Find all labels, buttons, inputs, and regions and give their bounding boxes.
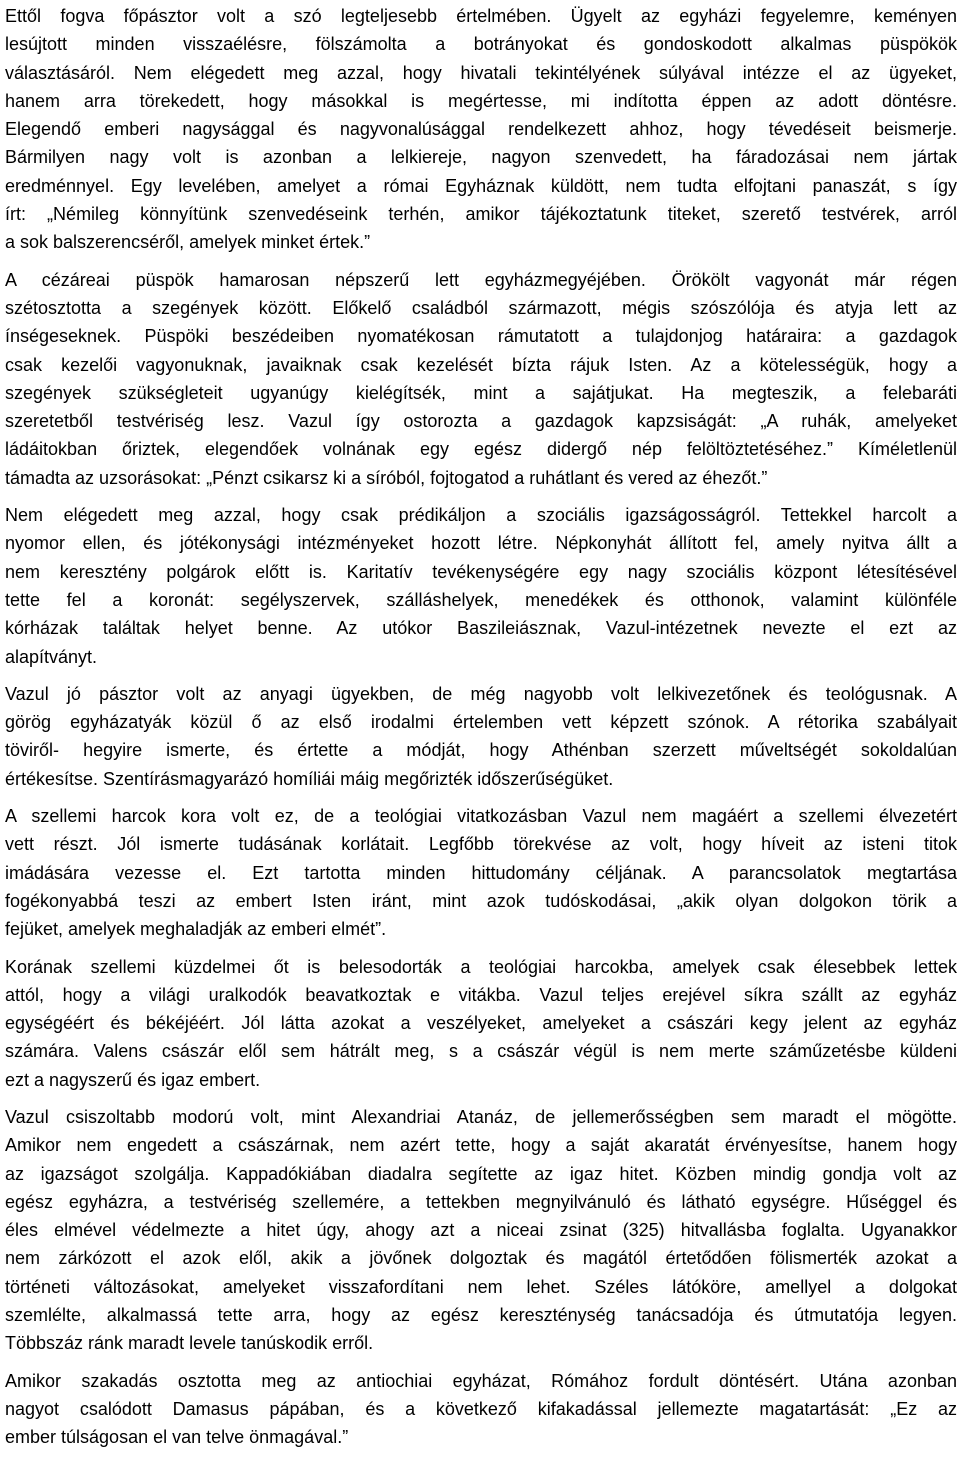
text-line: az igazságot szolgálja. Kappadókiában diadalra segítette az igaz hitet. Közben mindig gondja volt az xyxy=(5,1163,957,1184)
text-line: történeti változásokat, amelyeket visszafordítani nem lehet. Széles látóköre, amellyel a dolgokat xyxy=(5,1276,957,1297)
paragraph-2 xyxy=(5,266,957,492)
text-line: Korának szellemi küzdelmei őt is belesodorták a teológiai harcokba, amelyek csak élesebbek lettek xyxy=(5,956,957,977)
paragraph-8 xyxy=(5,1367,957,1452)
text-line: szeretetből testvériség lesz. Vazul így ostorozta a gazdagok kapzsiságát: „A ruhák, amelyeket xyxy=(5,411,957,432)
text-line: fogékonyabbá teszi az embert Isten iránt, mint azok tudóskodásai, „akik olyan dolgokon törik a xyxy=(5,890,957,911)
text-line: lesújtott minden visszaélésre, fölszámolta a botrányokat és gondoskodott alkalmas püspökök xyxy=(5,34,957,55)
text-line: csak kezelői vagyonuknak, javaiknak csak kezelését bízta rájuk Isten. Az a kötelességük, hogy a xyxy=(5,354,957,375)
text-line: Nem elégedett meg azzal, hogy csak prédikáljon a szociális igazságosságról. Tettekkel harcolt a xyxy=(5,505,957,526)
text-line: ezt a nagyszerű és igaz embert. xyxy=(5,1069,261,1090)
document-page xyxy=(5,2,957,1452)
text-line: nem keresztény polgárok előtt is. Karitatív tevékenységére egy nagy szociális központ létesítésével xyxy=(5,561,957,582)
text-line: szegények szükségleteit ugyanúgy kielégítsék, mint a sajátjukat. Ha megteszik, a felebaráti xyxy=(5,382,957,403)
text-line: hanem arra törekedett, hogy másokkal is megértesse, mi indította éppen az adott döntésre. xyxy=(5,90,957,111)
text-line: Vazul jó pásztor volt az anyagi ügyekben, de még nagyobb volt lelkivezetőnek és teológusnak. A xyxy=(5,683,957,704)
text-line: ládáitokban őriztek, elegendőek volnának egy egész didergő nép felöltöztetéséhez.” Kíméletlenül xyxy=(5,439,957,460)
text-line: Elegendő emberi nagysággal és nagyvonalúsággal rendelkezett ahhoz, hogy tévedéseit beismerje. xyxy=(5,119,957,140)
text-line: görög egyházatyák közül ő az első irodalmi értelemben vett képzett szónok. A rétorika szabályait xyxy=(5,712,957,733)
text-line: töviről- hegyire ismerte, és értette a módját, hogy Athénban szerzett műveltségét sokoldalúan xyxy=(5,740,957,761)
text-line: egész egyházra, a testvériség szellemére, a tettekben megnyilvánuló és látható egységre. Hűséggel és xyxy=(5,1191,957,1212)
paragraph-4 xyxy=(5,680,957,793)
paragraph-7 xyxy=(5,1103,957,1358)
paragraph-6 xyxy=(5,953,957,1094)
text-line: szétosztotta a szegények között. Előkelő családból származott, mégis szószólója és atyja lett az xyxy=(5,297,957,318)
text-line: nem zárkózott el azok elől, akik a jövőnek dolgoztak és magától értetődően fölismerték azokat a xyxy=(5,1248,957,1269)
text-line: számára. Valens császár elől sem hátrált meg, s a császár végül is nem merte száműzetésbe küldeni xyxy=(5,1041,957,1062)
text-line: ínségeseknek. Püspöki beszédeiben nyomatékosan rámutatott a tulajdonjog határaira: a gazdagok xyxy=(5,326,957,347)
text-line: támadta az uzsorásokat: „Pénzt csikarsz ki a síróból, fojtogatod a ruhátlant és vered az éhezőt.” xyxy=(5,467,768,488)
text-line: attól, hogy a világi uralkodók beavatkoztak e vitákba. Vazul teljes erejével síkra szállt az egyház xyxy=(5,984,957,1005)
text-line: Vazul csiszoltabb modorú volt, mint Alexandriai Atanáz, de jellemerősségben sem maradt el mögötte. xyxy=(5,1106,957,1127)
text-line: Amikor szakadás osztotta meg az antiochiai egyházat, Rómához fordult döntésért. Utána azonban xyxy=(5,1370,957,1391)
text-line: nagyot csalódott Damasus pápában, és a következő kifakadással jellemezte magatartását: „Ez az xyxy=(5,1398,957,1419)
text-line: írt: „Némileg könnyítünk szenvedéseink terhén, amikor tájékoztatunk titeket, szerető testvérek, arról xyxy=(5,204,957,225)
text-line: a sok balszerencséről, amelyek minket értek.” xyxy=(5,232,371,253)
text-line: egységéért és békéjéért. Jól látta azokat a veszélyeket, amelyeket a császári kegy jelent az egyház xyxy=(5,1013,957,1034)
text-line: Ettől fogva főpásztor volt a szó legteljesebb értelmében. Ügyelt az egyházi fegyelemre, keményen xyxy=(5,6,957,26)
text-line: Bármilyen nagy volt is azonban a lelkiereje, nagyon szenvedett, ha fáradozásai nem jártak xyxy=(5,147,957,168)
text-line: kórházak találtak helyet benne. Az utókor Baszileiásznak, Vazul-intézetnek nevezte el ezt az xyxy=(5,618,957,639)
text-line: alapítványt. xyxy=(5,646,98,667)
text-line: eredménnyel. Egy levelében, amelyet a római Egyháznak küldött, nem tudta elfojtani panaszát, s így xyxy=(5,175,957,196)
text-line: nyomor ellen, és jótékonysági intézményeket hozott létre. Népkonyhát állított fel, amely nyitva állt a xyxy=(5,533,957,554)
text-line: tette fel a koronát: segélyszervek, szálláshelyek, menedékek és otthonok, valamint különféle xyxy=(5,589,957,610)
text-line: szemlélte, alkalmassá tette arra, hogy az egész kereszténység tanácsadója és útmutatója legyen. xyxy=(5,1305,957,1326)
text-line: A szellemi harcok kora volt ez, de a teológiai vitatkozásban Vazul nem magáért a szellemi élvezetért xyxy=(5,806,957,827)
text-line: értékesítse. Szentírásmagyarázó homíliái máig megőrizték időszerűségüket. xyxy=(5,768,614,789)
text-line: imádására vezesse el. Ezt tartotta minden hittudomány céljának. A parancsolatok megtartása xyxy=(5,862,957,883)
text-line: ember túlságosan el van telve önmagával.” xyxy=(5,1427,349,1448)
text-line: választásáról. Nem elégedett meg azzal, hogy hivatali tekintélyének súlyával intézze el az ügyeket, xyxy=(5,62,957,83)
text-line: Amikor nem engedett a császárnak, nem azért tette, hogy a saját akaratát érvényesítse, hanem hogy xyxy=(5,1135,957,1156)
text-line: A cézáreai püspök hamarosan népszerű lett egyházmegyéjében. Örökölt vagyonát már régen xyxy=(5,269,957,290)
paragraph-5 xyxy=(5,802,957,943)
text-line: fejüket, amelyek meghaladják az emberi elmét”. xyxy=(5,919,387,940)
text-line: vett részt. Jól ismerte tudásának korlátait. Legfőbb törekvése az volt, hogy híveit az isteni titok xyxy=(5,834,957,855)
text-line: Többszáz ránk maradt levele tanúskodik erről. xyxy=(5,1333,374,1354)
paragraph-1 xyxy=(5,2,957,257)
paragraph-3 xyxy=(5,501,957,671)
text-line: éles elmével védelmezte a hitet úgy, ahogy azt a niceai zsinat (325) hitvallásba foglalta. Ugyanakkor xyxy=(5,1220,957,1241)
